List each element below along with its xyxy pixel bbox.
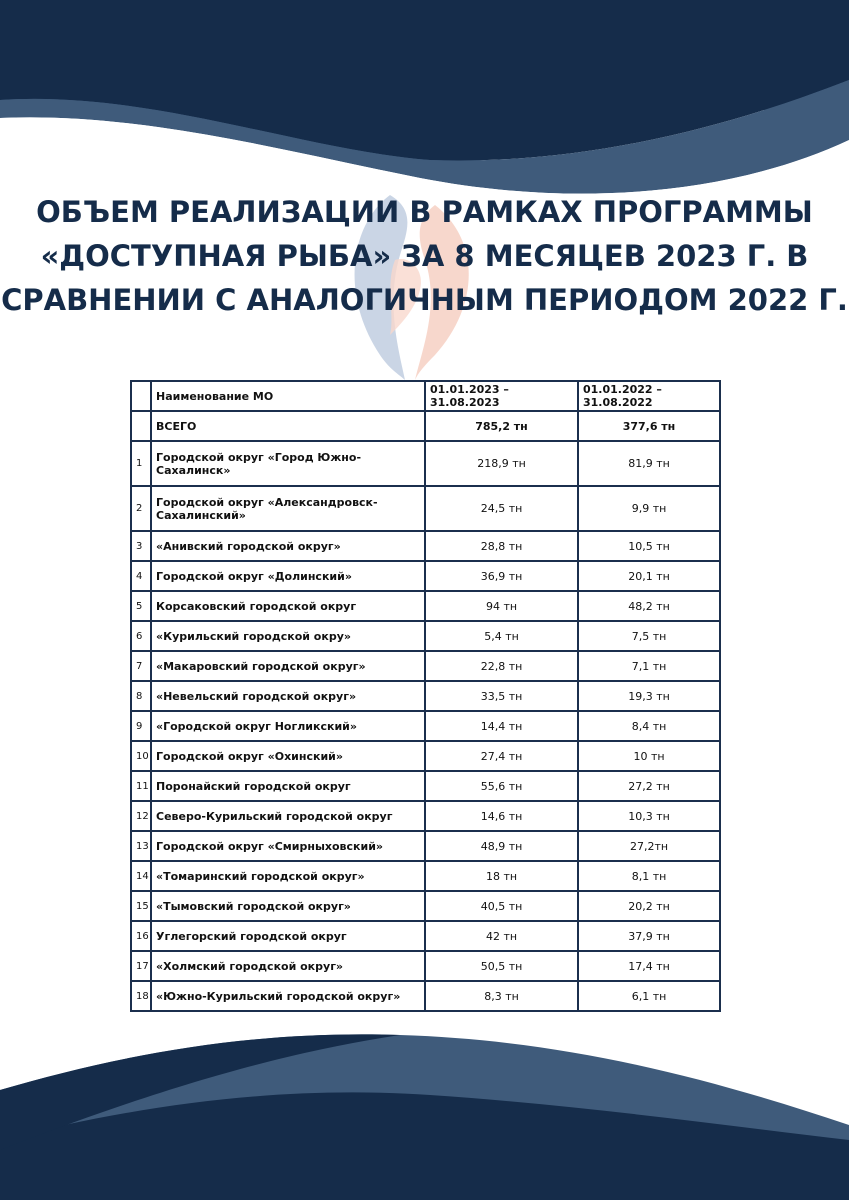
table-row xyxy=(131,561,720,591)
row-value-2022-cell: 27,2тн xyxy=(578,831,720,861)
row-value-2023-cell: 14,4 тн xyxy=(425,711,578,741)
row-value-2023-cell: 18 тн xyxy=(425,861,578,891)
row-value-2022-cell: 7,1 тн xyxy=(578,651,720,681)
row-name-cell: «Городской округ Ногликский» xyxy=(151,711,425,741)
row-name-cell: Городской округ «Долинский» xyxy=(151,561,425,591)
table-row xyxy=(131,531,720,561)
row-value-2022-cell: 37,9 тн xyxy=(578,921,720,951)
table-row xyxy=(131,711,720,741)
row-value-2023-cell: 55,6 тн xyxy=(425,771,578,801)
row-value-2022-cell: 20,2 тн xyxy=(578,891,720,921)
row-value-2022-cell: 7,5 тн xyxy=(578,621,720,651)
header-name-cell: Наименование МО xyxy=(151,381,425,411)
row-value-2022-cell: 9,9 тн xyxy=(578,486,720,531)
page-title xyxy=(0,190,849,322)
row-number-cell: 4 xyxy=(131,561,151,591)
row-value-2022-cell: 27,2 тн xyxy=(578,771,720,801)
title-line-1: ОБЪЕМ РЕАЛИЗАЦИИ В РАМКАХ ПРОГРАММЫ xyxy=(36,195,813,229)
table-row xyxy=(131,591,720,621)
bottom-wave-decoration xyxy=(0,1030,849,1200)
total-2022-cell: 377,6 тн xyxy=(578,411,720,441)
row-number-cell: 14 xyxy=(131,861,151,891)
row-name-cell: «Анивский городской округ» xyxy=(151,531,425,561)
table-total-row xyxy=(131,411,720,441)
row-number-cell: 10 xyxy=(131,741,151,771)
row-value-2022-cell: 81,9 тн xyxy=(578,441,720,486)
row-name-cell: Городской округ «Смирныховский» xyxy=(151,831,425,861)
row-value-2023-cell: 22,8 тн xyxy=(425,651,578,681)
row-name-cell: «Холмский городской округ» xyxy=(151,951,425,981)
table-row xyxy=(131,801,720,831)
row-value-2023-cell: 40,5 тн xyxy=(425,891,578,921)
row-value-2023-cell: 24,5 тн xyxy=(425,486,578,531)
total-label-cell: ВСЕГО xyxy=(151,411,425,441)
table-row xyxy=(131,651,720,681)
title-line-3: СРАВНЕНИИ С АНАЛОГИЧНЫМ ПЕРИОДОМ 2022 Г. xyxy=(1,283,848,317)
row-value-2023-cell: 48,9 тн xyxy=(425,831,578,861)
row-value-2022-cell: 8,4 тн xyxy=(578,711,720,741)
header-period-2023-cell: 01.01.2023 –31.08.2023 xyxy=(425,381,578,411)
total-2023-cell: 785,2 тн xyxy=(425,411,578,441)
row-value-2022-cell: 48,2 тн xyxy=(578,591,720,621)
row-name-cell: «Южно-Курильский городской округ» xyxy=(151,981,425,1011)
row-name-cell: «Тымовский городской округ» xyxy=(151,891,425,921)
table-row xyxy=(131,831,720,861)
table-header-row xyxy=(131,381,720,411)
table-row xyxy=(131,621,720,651)
row-number-cell: 1 xyxy=(131,441,151,486)
row-value-2023-cell: 27,4 тн xyxy=(425,741,578,771)
row-number-cell: 17 xyxy=(131,951,151,981)
row-name-cell: Углегорский городской округ xyxy=(151,921,425,951)
row-number-cell: 5 xyxy=(131,591,151,621)
row-value-2023-cell: 5,4 тн xyxy=(425,621,578,651)
title-line-2: «ДОСТУПНАЯ РЫБА» ЗА 8 МЕСЯЦЕВ 2023 Г. В xyxy=(40,239,809,273)
row-number-cell: 11 xyxy=(131,771,151,801)
row-value-2022-cell: 10,3 тн xyxy=(578,801,720,831)
row-name-cell: Городской округ «Александровск-Сахалинский» xyxy=(151,486,425,531)
table-row xyxy=(131,741,720,771)
table-row xyxy=(131,681,720,711)
row-value-2023-cell: 50,5 тн xyxy=(425,951,578,981)
row-name-cell: Городской округ «Охинский» xyxy=(151,741,425,771)
row-number-cell: 13 xyxy=(131,831,151,861)
row-value-2022-cell: 20,1 тн xyxy=(578,561,720,591)
row-value-2023-cell: 28,8 тн xyxy=(425,531,578,561)
table-row xyxy=(131,441,720,486)
row-number-cell: 15 xyxy=(131,891,151,921)
row-number-cell: 18 xyxy=(131,981,151,1011)
header-period-2022-cell: 01.01.2022 – 31.08.2022 xyxy=(578,381,720,411)
row-number-cell: 3 xyxy=(131,531,151,561)
top-wave-decoration xyxy=(0,0,849,200)
row-number-cell: 6 xyxy=(131,621,151,651)
row-name-cell: «Невельский городской округ» xyxy=(151,681,425,711)
row-name-cell: «Томаринский городской округ» xyxy=(151,861,425,891)
sales-volume-table xyxy=(130,380,721,1012)
row-number-cell: 16 xyxy=(131,921,151,951)
row-name-cell: Корсаковский городской округ xyxy=(151,591,425,621)
row-value-2022-cell: 17,4 тн xyxy=(578,951,720,981)
row-value-2023-cell: 36,9 тн xyxy=(425,561,578,591)
row-value-2023-cell: 14,6 тн xyxy=(425,801,578,831)
table-row xyxy=(131,891,720,921)
row-value-2023-cell: 33,5 тн xyxy=(425,681,578,711)
row-number-cell: 7 xyxy=(131,651,151,681)
row-number-cell: 2 xyxy=(131,486,151,531)
row-value-2023-cell: 8,3 тн xyxy=(425,981,578,1011)
row-value-2022-cell: 19,3 тн xyxy=(578,681,720,711)
table-row xyxy=(131,921,720,951)
table-row xyxy=(131,951,720,981)
row-name-cell: Поронайский городской округ xyxy=(151,771,425,801)
row-number-cell: 9 xyxy=(131,711,151,741)
row-value-2023-cell: 42 тн xyxy=(425,921,578,951)
row-value-2023-cell: 218,9 тн xyxy=(425,441,578,486)
header-num-cell xyxy=(131,381,151,411)
total-num-cell xyxy=(131,411,151,441)
row-name-cell: Северо-Курильский городской округ xyxy=(151,801,425,831)
row-name-cell: «Макаровский городской округ» xyxy=(151,651,425,681)
row-value-2022-cell: 8,1 тн xyxy=(578,861,720,891)
row-value-2022-cell: 10 тн xyxy=(578,741,720,771)
row-name-cell: «Курильский городской окру» xyxy=(151,621,425,651)
row-value-2022-cell: 10,5 тн xyxy=(578,531,720,561)
table-row xyxy=(131,771,720,801)
table-row xyxy=(131,486,720,531)
row-value-2023-cell: 94 тн xyxy=(425,591,578,621)
row-value-2022-cell: 6,1 тн xyxy=(578,981,720,1011)
table-row xyxy=(131,981,720,1011)
row-number-cell: 12 xyxy=(131,801,151,831)
row-name-cell: Городской округ «Город Южно-Сахалинск» xyxy=(151,441,425,486)
row-number-cell: 8 xyxy=(131,681,151,711)
table-row xyxy=(131,861,720,891)
